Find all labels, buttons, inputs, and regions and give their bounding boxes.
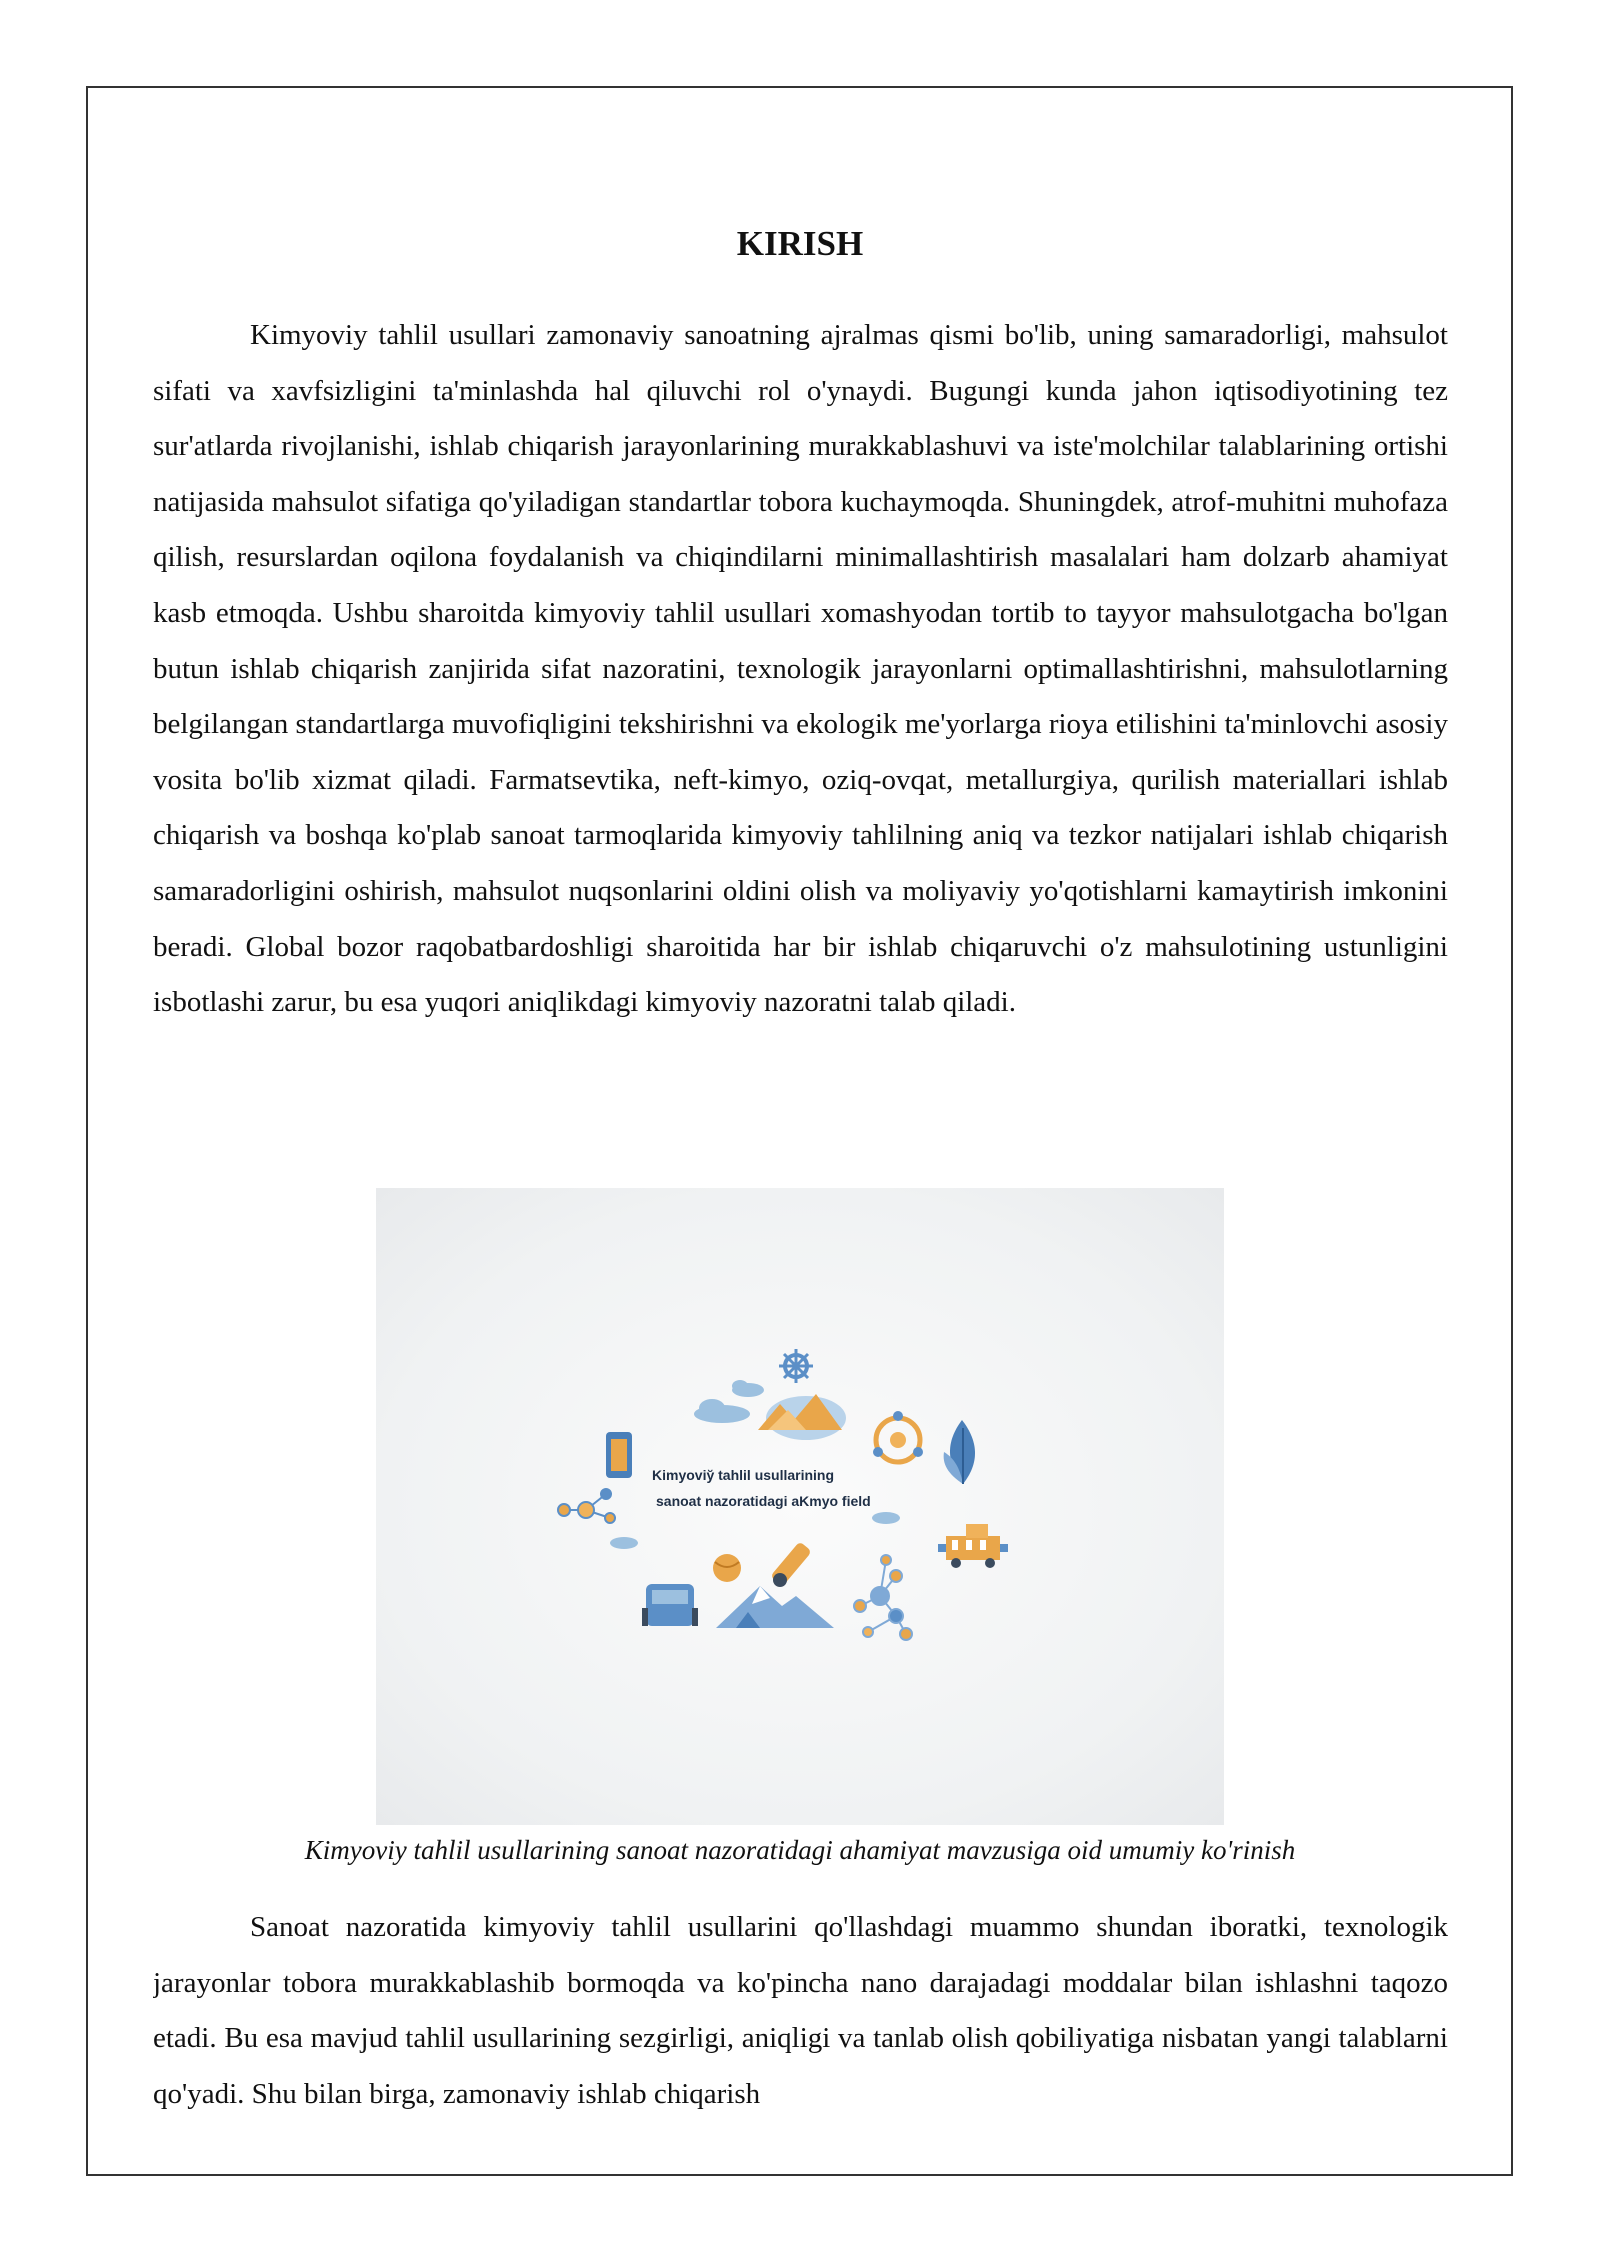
telescope-icon [770, 1541, 812, 1587]
intro-paragraph: Kimyoviy tahlil usullari zamonaviy sanoatning ajralmas qismi bo'lib, uning samaradorligi, mahsulot sifati va xavfsizligini ta'minlashda hal qiluvchi rol o'ynaydi. Bugungi kunda jahon iqtisodiyotining tez sur'atlarda rivojlanishi, ishlab chiqarish jarayonlarining murakkablashuvi va iste'molchilar talablarining ortishi natijasida mahsulot sifatiga qo'yiladigan standartlar tobora kuchaymoqda. Shuningdek, atrof-muhitni muhofaza qilish, resurslardan oqilona foydalanish va chiqindilarni minimallashtirish masalalari ham dolzarb ahamiyat kasb etmoqda. Ushbu sharoitda kimyoviy tahlil usullari xomashyodan tortib to tayyor mahsulotgacha bo'lgan butun ishlab chiqarish zanjirida sifat nazoratini, texnologik jarayonlarni optimallashtirishni, mahsulotlarning belgilangan standartlarga muvofiqligini tekshirishni va ekologik me'yorlarga rioya etilishini ta'minlovchi asosiy vosita bo'lib xizmat qiladi. Farmatsevtika, neft-kimyo, oziq-ovqat, metallurgiya, qurilish materiallari ishlab chiqarish va boshqa ko'plab sanoat tarmoqlarida kimyoviy tahlilning aniq va tezkor natijalari ishlab chiqarish samaradorligini oshirish, mahsulot nuqsonlarini oldini olish va moliyaviy yo'qotishlarni kamaytirish imkonini beradi. Global bozor raqobatbardoshligi sharoitida har bir ishlab chiqaruvchi o'z mahsulotining ustunligini isbotlashi zarur, bu esa yuqori aniqlikdagi kimyoviy nazoratni talab qiladi. [153, 319, 1448, 1019]
figure-text-line2: sanoat nazoratidagi aKmyo field [656, 1493, 871, 1509]
car-icon [642, 1584, 698, 1626]
figure-illustration [376, 1188, 1224, 1825]
cloud-icon [610, 1380, 900, 1549]
mountain-sun-icon [758, 1394, 846, 1440]
page-title: KIRISH [736, 224, 864, 263]
problem-paragraph: Sanoat nazoratida kimyoviy tahlil usullarini qo'llashdagi muammo shundan iboratki, texnologik jarayonlar tobora murakkablashib bormoqda va ko'pincha nano darajadagi moddalar bilan ishlashni taqozo etadi. Bu esa mavjud tahlil usullarining sezgirligi, aniqligi va tanlab olish qobiliyatiga nisbatan yangi talablarni qo'yadi. Shu bilan birga, zamonaviy ishlab chiqarish [153, 1911, 1448, 2110]
gear-icon [779, 1349, 813, 1383]
molecule-icon [558, 1489, 615, 1523]
ball-icon [713, 1554, 741, 1582]
figure-text-line1: Kimyoviy̆ tahlil usullarining [652, 1467, 835, 1483]
molecule-network-icon [854, 1555, 912, 1640]
ring-icon [873, 1411, 923, 1462]
truck-icon [938, 1524, 1008, 1568]
phone-icon [606, 1432, 632, 1478]
mountain-icon [716, 1586, 834, 1628]
figure-caption: Kimyoviy tahlil usullarining sanoat nazoratidagi ahamiyat mavzusiga oid umumiy ko'rinish [304, 1835, 1296, 1865]
leaf-icon [944, 1420, 975, 1484]
